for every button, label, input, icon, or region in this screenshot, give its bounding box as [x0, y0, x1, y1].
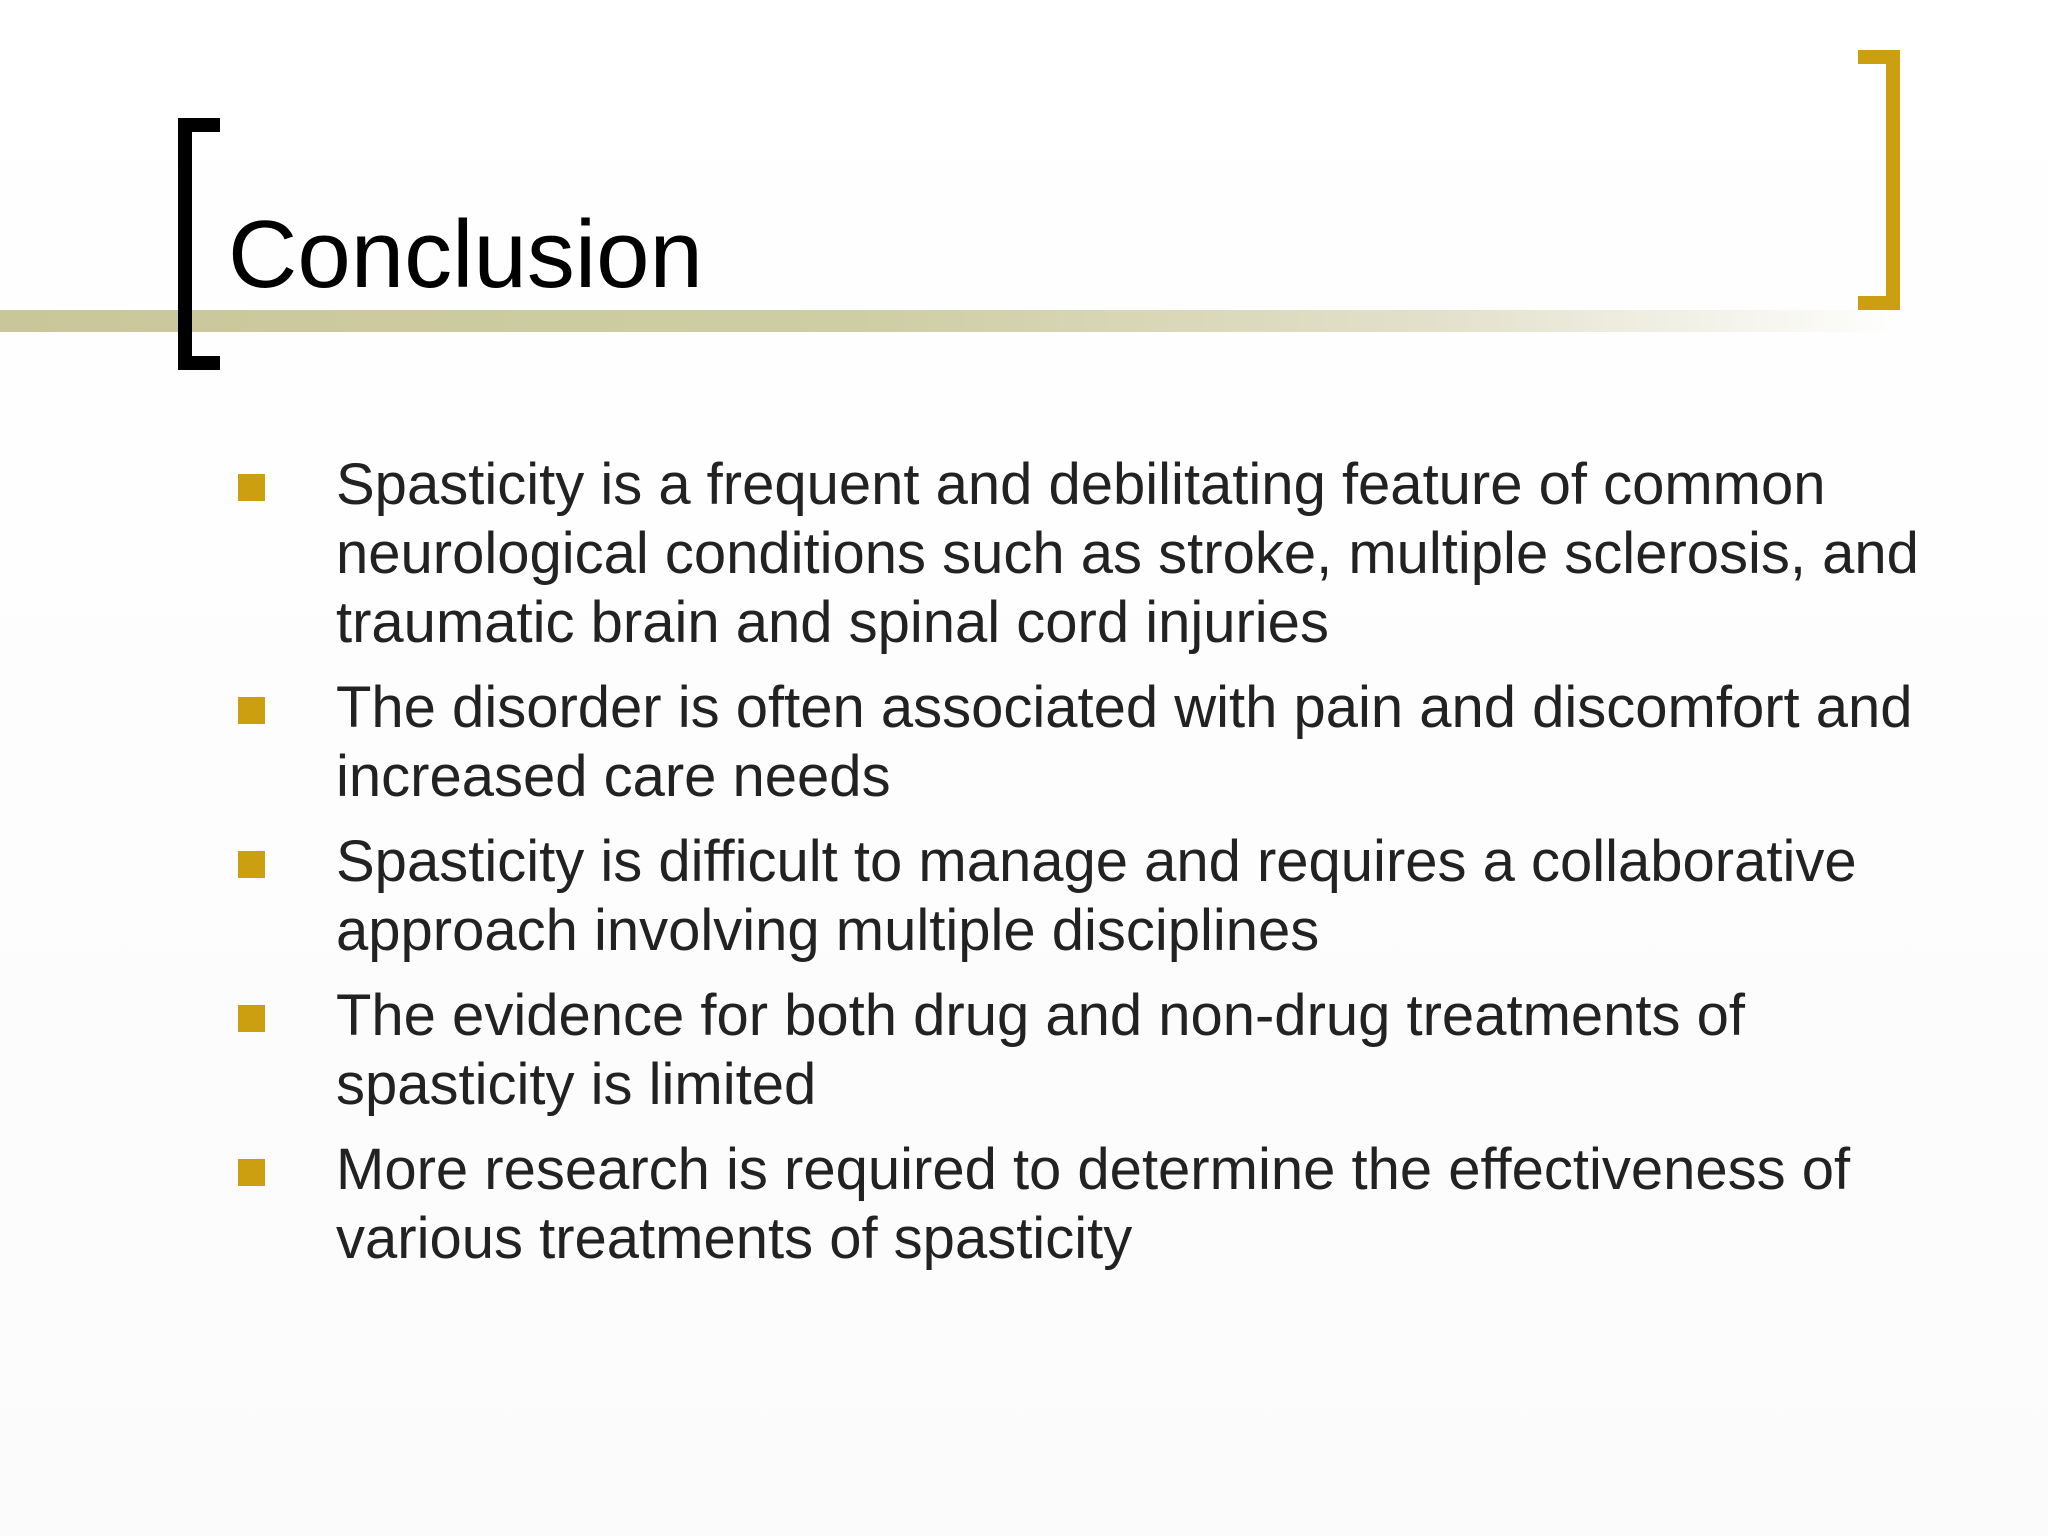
- bullet-item: [236, 1135, 1936, 1273]
- square-bullet-icon: [238, 1159, 265, 1186]
- bullet-text: Spasticity is a frequent and debilitating feature of common neurological conditions such as stroke, multiple sclerosis, and traumatic brain and spinal cord injuries: [336, 452, 1919, 655]
- square-bullet-icon: [238, 1005, 265, 1032]
- slide-title: Conclusion: [228, 201, 703, 308]
- bullet-item: [236, 673, 1936, 811]
- square-bullet-icon: [238, 851, 265, 878]
- bullet-text: More research is required to determine the effectiveness of various treatments of spasticity: [336, 1137, 1851, 1271]
- square-bullet-icon: [238, 474, 265, 501]
- bullet-item: [236, 981, 1936, 1119]
- right-bracket-decoration: [1858, 50, 1900, 310]
- bullet-text: The evidence for both drug and non-drug treatments of spasticity is limited: [336, 983, 1745, 1117]
- bullet-text: Spasticity is difficult to manage and requires a collaborative approach involving multiple disciplines: [336, 829, 1857, 963]
- bullet-list: [236, 450, 1936, 1289]
- square-bullet-icon: [238, 697, 265, 724]
- bullet-item: [236, 450, 1936, 657]
- bullet-item: [236, 827, 1936, 965]
- left-bracket-decoration: [178, 118, 220, 370]
- title-underline-bar: [0, 310, 1900, 332]
- bullet-text: The disorder is often associated with pain and discomfort and increased care needs: [336, 675, 1913, 809]
